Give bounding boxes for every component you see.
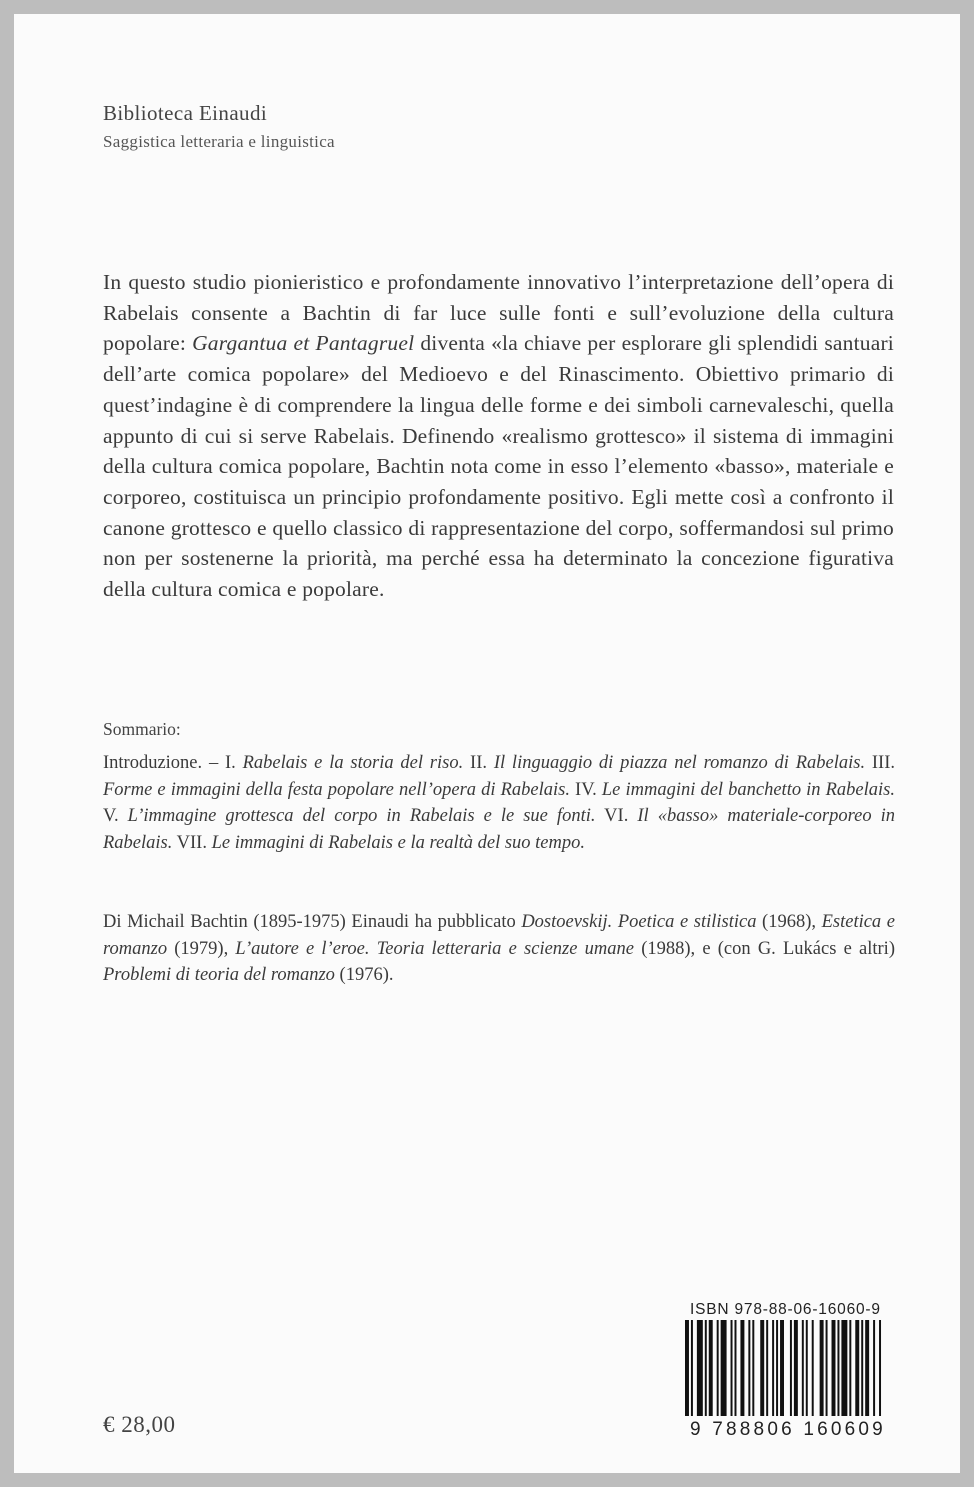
barcode-bar	[837, 1320, 839, 1416]
barcode-bar	[776, 1320, 778, 1416]
series-subtitle: Saggistica letteraria e linguistica	[103, 132, 335, 151]
barcode-bar	[802, 1320, 804, 1416]
blurb-rest: diventa «la chiave per esplorare gli splendidi santuari dell’arte comica popolare» del Medioevo e del Rinascimento. Obiettivo primario di quest’indagine è di comprendere la lingua delle forme e dei simboli carnevaleschi, quella appunto di cui si serve Rabelais. Definendo «realismo grottesco» il sistema di immagini della cultura comica popolare, Bachtin nota come in esso l’elemento «basso», materiale e corporeo, costituisca un principio profondamente positivo. Egli mette così a confronto il canone grottesco e quello classico di rappresentazione del corpo, soffermandosi sul primo non per sostenerne la priorità, ma perché essa ha determinato la concezione figurativa della cultura comica e popolare.	[103, 331, 894, 602]
barcode-bar	[861, 1320, 863, 1416]
barcode-bar	[731, 1320, 733, 1416]
barcode-bar	[841, 1320, 847, 1416]
barcode-bar	[709, 1320, 713, 1416]
toc-number-6: VI.	[595, 806, 638, 827]
toc-number-7: VII.	[172, 832, 212, 853]
toc-chapter-5: L’immagine grottesca del corpo in Rabelais e le sue fonti.	[127, 806, 596, 827]
toc-chapter-2: Il linguaggio di piazza nel romanzo di Rabelais.	[493, 753, 866, 773]
barcode-bar	[812, 1320, 814, 1416]
barcode-bar	[721, 1320, 727, 1416]
barcode-bar	[790, 1320, 792, 1416]
toc-chapter-4: Le immagini del banchetto in Rabelais.	[601, 779, 896, 800]
bio-title-3: L’autore e l’eroe. Teoria letteraria e scienze umane	[235, 938, 634, 959]
barcode-digits: 9 788806 160609	[690, 1419, 886, 1440]
barcode-bar	[717, 1320, 719, 1416]
barcode-bar	[794, 1320, 798, 1416]
barcode-bar	[780, 1320, 784, 1416]
barcode-bar	[735, 1320, 737, 1416]
barcode-bar	[879, 1320, 881, 1416]
bio-title-1: Dostoevskij. Poetica e stilistica	[521, 912, 757, 932]
barcode-bar	[865, 1320, 869, 1416]
toc-chapter-6: Il «basso» materiale-corporeo in Rabelais.	[103, 806, 895, 853]
toc-number-3: III.	[865, 753, 895, 773]
barcode-bar	[806, 1320, 808, 1416]
bio-title-2: Estetica e romanzo	[103, 912, 895, 959]
barcode-bar	[772, 1320, 774, 1416]
barcode-bar	[855, 1320, 859, 1416]
barcode-bar	[820, 1320, 824, 1416]
toc-chapter-3: Forme e immagini della festa popolare nell’opera di Rabelais.	[103, 779, 570, 800]
barcode-bar	[766, 1320, 768, 1416]
blurb-book-title: Gargantua et Pantagruel	[192, 331, 415, 356]
barcode-bar	[832, 1320, 836, 1416]
toc-number-4: IV.	[569, 779, 602, 800]
barcode-bar	[752, 1320, 754, 1416]
barcode-bar	[740, 1320, 744, 1416]
barcode-bar	[760, 1320, 764, 1416]
bio-text-2: (1968),	[756, 912, 822, 932]
barcode-bar	[849, 1320, 851, 1416]
toc-chapter-1: Rabelais e la storia del riso.	[242, 753, 464, 773]
price: € 28,00	[103, 1412, 176, 1437]
bio-text-4: (1988), e (con G. Lukács e altri)	[634, 938, 895, 959]
bio-title-4: Problemi di teoria del romanzo	[103, 965, 335, 986]
toc-chapter-7: Le immagini di Rabelais e la realtà del suo tempo.	[211, 832, 585, 853]
barcode-bar	[685, 1320, 689, 1416]
barcode-bar	[826, 1320, 828, 1416]
barcode	[685, 1320, 883, 1416]
barcode-bar	[748, 1320, 750, 1416]
blurb-paragraph	[103, 267, 894, 605]
blurb-intro: In questo studio pionieristico e profondamente innovativo l’interpretazione dell’opera di Rabelais consente a Bachtin di far luce sulle fonti e sull’evoluzione della cultura popolare:	[103, 270, 894, 356]
toc-number-5: V.	[103, 806, 128, 827]
table-of-contents	[103, 750, 895, 856]
barcode-bar	[705, 1320, 707, 1416]
isbn-label: ISBN 978-88-06-16060-9	[690, 1301, 881, 1318]
bio-text-3: (1979),	[167, 938, 236, 959]
barcode-bar	[691, 1320, 693, 1416]
toc-number-2: II.	[463, 753, 494, 773]
author-bio	[103, 909, 895, 989]
barcode-bar	[697, 1320, 703, 1416]
bio-text-1: Di Michail Bachtin (1895-1975) Einaudi ha pubblicato	[103, 912, 522, 932]
contents-label: Sommario:	[103, 719, 181, 739]
barcode-bar	[873, 1320, 875, 1416]
series-title: Biblioteca Einaudi	[103, 101, 268, 125]
toc-intro: Introduzione. – I.	[103, 753, 243, 773]
bio-text-5: (1976).	[334, 965, 394, 986]
